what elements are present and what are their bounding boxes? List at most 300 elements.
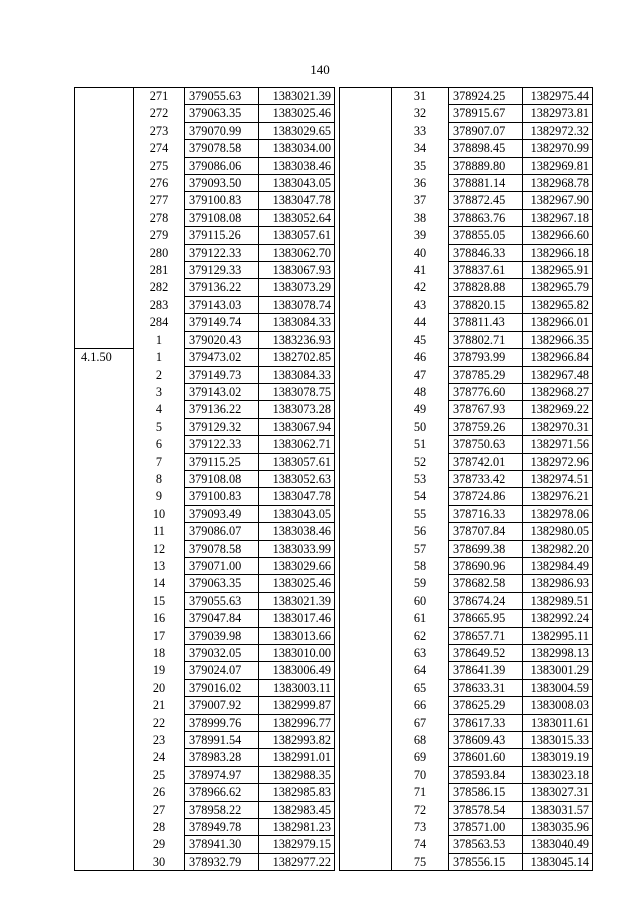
y-coordinate-cell: 1382983.45: [259, 801, 335, 818]
y-coordinate-cell: 1383004.59: [523, 679, 593, 696]
table-row: [340, 105, 593, 122]
point-number-cell: 31: [392, 88, 449, 105]
table-row: [340, 140, 593, 157]
coordinates-table-left: [74, 87, 335, 871]
table-row: [75, 749, 335, 766]
section-label-cell: [340, 418, 392, 435]
section-label-cell: [75, 697, 134, 714]
table-row: [340, 749, 593, 766]
table-row: [340, 175, 593, 192]
section-label-cell: [75, 140, 134, 157]
x-coordinate-cell: 378846.33: [449, 244, 523, 261]
point-number-cell: 15: [134, 592, 185, 609]
y-coordinate-cell: 1383003.11: [259, 679, 335, 696]
point-number-cell: 68: [392, 732, 449, 749]
table-row: [340, 401, 593, 418]
point-number-cell: 16: [134, 610, 185, 627]
x-coordinate-cell: 379070.99: [185, 122, 259, 139]
table-row: [340, 766, 593, 783]
section-label-cell: [75, 679, 134, 696]
section-label-cell: [340, 784, 392, 801]
x-coordinate-cell: 379129.32: [185, 418, 259, 435]
point-number-cell: 57: [392, 540, 449, 557]
point-number-cell: 28: [134, 819, 185, 836]
y-coordinate-cell: 1383034.00: [259, 140, 335, 157]
y-coordinate-cell: 1383067.94: [259, 418, 335, 435]
x-coordinate-cell: 379100.83: [185, 192, 259, 209]
y-coordinate-cell: 1382980.05: [523, 523, 593, 540]
point-number-cell: 62: [392, 627, 449, 644]
point-number-cell: 27: [134, 801, 185, 818]
section-label-cell: [340, 714, 392, 731]
table-row: [340, 418, 593, 435]
table-row: [75, 853, 335, 870]
table-row: [75, 557, 335, 574]
point-number-cell: 278: [134, 209, 185, 226]
y-coordinate-cell: 1383023.18: [523, 766, 593, 783]
point-number-cell: 4: [134, 401, 185, 418]
y-coordinate-cell: 1382969.81: [523, 157, 593, 174]
table-row: [340, 592, 593, 609]
table-row: [75, 331, 335, 348]
section-label-cell: [75, 592, 134, 609]
section-label-cell: [75, 575, 134, 592]
point-number-cell: 59: [392, 575, 449, 592]
table-row: [340, 383, 593, 400]
x-coordinate-cell: 378707.84: [449, 523, 523, 540]
x-coordinate-cell: 379149.73: [185, 366, 259, 383]
table-row: [340, 819, 593, 836]
table-row: [75, 366, 335, 383]
section-label-cell: [340, 732, 392, 749]
section-label-cell: [340, 836, 392, 853]
section-label-cell: [75, 523, 134, 540]
y-coordinate-cell: 1383011.61: [523, 714, 593, 731]
x-coordinate-cell: 379093.50: [185, 175, 259, 192]
x-coordinate-cell: 379108.08: [185, 209, 259, 226]
section-label-cell: [75, 175, 134, 192]
x-coordinate-cell: 378837.61: [449, 262, 523, 279]
section-label-cell: [75, 436, 134, 453]
y-coordinate-cell: 1383006.49: [259, 662, 335, 679]
point-number-cell: 11: [134, 523, 185, 540]
y-coordinate-cell: 1383052.64: [259, 209, 335, 226]
section-label-cell: [75, 279, 134, 296]
x-coordinate-cell: 379007.92: [185, 697, 259, 714]
point-number-cell: 41: [392, 262, 449, 279]
x-coordinate-cell: 378657.71: [449, 627, 523, 644]
y-coordinate-cell: 1382985.83: [259, 784, 335, 801]
table-row: [75, 453, 335, 470]
y-coordinate-cell: 1383010.00: [259, 645, 335, 662]
point-number-cell: 10: [134, 505, 185, 522]
y-coordinate-cell: 1382970.31: [523, 418, 593, 435]
table-row: [75, 157, 335, 174]
x-coordinate-cell: 379093.49: [185, 505, 259, 522]
table-row: [75, 732, 335, 749]
point-number-cell: 47: [392, 366, 449, 383]
x-coordinate-cell: 379129.33: [185, 262, 259, 279]
y-coordinate-cell: 1383021.39: [259, 592, 335, 609]
y-coordinate-cell: 1382969.22: [523, 401, 593, 418]
table-row: [75, 540, 335, 557]
section-label-cell: [340, 853, 392, 870]
point-number-cell: 9: [134, 488, 185, 505]
y-coordinate-cell: 1382986.93: [523, 575, 593, 592]
x-coordinate-cell: 379063.35: [185, 105, 259, 122]
x-coordinate-cell: 379055.63: [185, 592, 259, 609]
point-number-cell: 55: [392, 505, 449, 522]
point-number-cell: 19: [134, 662, 185, 679]
point-number-cell: 3: [134, 383, 185, 400]
section-label-cell: [340, 505, 392, 522]
section-label-cell: [340, 244, 392, 261]
table-row: [340, 540, 593, 557]
section-label-cell: [75, 244, 134, 261]
section-label-cell: [340, 401, 392, 418]
point-number-cell: 14: [134, 575, 185, 592]
x-coordinate-cell: 378750.63: [449, 436, 523, 453]
x-coordinate-cell: 378820.15: [449, 296, 523, 313]
x-coordinate-cell: 379149.74: [185, 314, 259, 331]
point-number-cell: 275: [134, 157, 185, 174]
x-coordinate-cell: 378633.31: [449, 679, 523, 696]
x-coordinate-cell: 378793.99: [449, 349, 523, 366]
point-number-cell: 73: [392, 819, 449, 836]
y-coordinate-cell: 1383073.29: [259, 279, 335, 296]
y-coordinate-cell: 1382968.27: [523, 383, 593, 400]
y-coordinate-cell: 1383033.99: [259, 540, 335, 557]
table-row: [340, 88, 593, 105]
point-number-cell: 39: [392, 227, 449, 244]
point-number-cell: 17: [134, 627, 185, 644]
point-number-cell: 58: [392, 557, 449, 574]
y-coordinate-cell: 1382992.24: [523, 610, 593, 627]
section-label-cell: [340, 349, 392, 366]
x-coordinate-cell: 379039.98: [185, 627, 259, 644]
x-coordinate-cell: 379071.00: [185, 557, 259, 574]
point-number-cell: 1: [134, 349, 185, 366]
table-row: [340, 557, 593, 574]
x-coordinate-cell: 378907.07: [449, 122, 523, 139]
point-number-cell: 281: [134, 262, 185, 279]
table-row: [340, 801, 593, 818]
y-coordinate-cell: 1383021.39: [259, 88, 335, 105]
x-coordinate-cell: 378625.29: [449, 697, 523, 714]
table-row: [75, 279, 335, 296]
table-row: [340, 853, 593, 870]
section-label-cell: [340, 314, 392, 331]
point-number-cell: 34: [392, 140, 449, 157]
y-coordinate-cell: 1382965.91: [523, 262, 593, 279]
table-row: [75, 262, 335, 279]
y-coordinate-cell: 1383025.46: [259, 105, 335, 122]
point-number-cell: 53: [392, 470, 449, 487]
section-label-cell: [340, 262, 392, 279]
y-coordinate-cell: 1382996.77: [259, 714, 335, 731]
x-coordinate-cell: 379032.05: [185, 645, 259, 662]
x-coordinate-cell: 378578.54: [449, 801, 523, 818]
point-number-cell: 25: [134, 766, 185, 783]
point-number-cell: 20: [134, 679, 185, 696]
point-number-cell: 64: [392, 662, 449, 679]
x-coordinate-cell: 378828.88: [449, 279, 523, 296]
x-coordinate-cell: 378802.71: [449, 331, 523, 348]
y-coordinate-cell: 1383084.33: [259, 366, 335, 383]
section-label-cell: [75, 784, 134, 801]
table-row: [340, 523, 593, 540]
x-coordinate-cell: 378593.84: [449, 766, 523, 783]
table-row: [75, 175, 335, 192]
table-row: [340, 279, 593, 296]
y-coordinate-cell: 1383029.65: [259, 122, 335, 139]
table-row: [75, 401, 335, 418]
y-coordinate-cell: 1383052.63: [259, 470, 335, 487]
point-number-cell: 42: [392, 279, 449, 296]
y-coordinate-cell: 1383078.75: [259, 383, 335, 400]
table-row: [340, 488, 593, 505]
point-number-cell: 32: [392, 105, 449, 122]
point-number-cell: 272: [134, 105, 185, 122]
x-coordinate-cell: 378932.79: [185, 853, 259, 870]
y-coordinate-cell: 1383057.61: [259, 453, 335, 470]
point-number-cell: 279: [134, 227, 185, 244]
point-number-cell: 274: [134, 140, 185, 157]
point-number-cell: 7: [134, 453, 185, 470]
section-label-cell: [340, 383, 392, 400]
table-row: [75, 244, 335, 261]
x-coordinate-cell: 379115.26: [185, 227, 259, 244]
y-coordinate-cell: 1383047.78: [259, 192, 335, 209]
point-number-cell: 40: [392, 244, 449, 261]
section-label-cell: [75, 610, 134, 627]
y-coordinate-cell: 1383236.93: [259, 331, 335, 348]
point-number-cell: 284: [134, 314, 185, 331]
x-coordinate-cell: 378767.93: [449, 401, 523, 418]
table-row: [340, 697, 593, 714]
x-coordinate-cell: 379047.84: [185, 610, 259, 627]
x-coordinate-cell: 379024.07: [185, 662, 259, 679]
section-label-cell: [340, 766, 392, 783]
table-row: [75, 296, 335, 313]
x-coordinate-cell: 379055.63: [185, 88, 259, 105]
section-label-cell: [75, 819, 134, 836]
table-row: [340, 627, 593, 644]
point-number-cell: 2: [134, 366, 185, 383]
y-coordinate-cell: 1382993.82: [259, 732, 335, 749]
y-coordinate-cell: 1383043.05: [259, 175, 335, 192]
section-label-cell: [340, 436, 392, 453]
x-coordinate-cell: 378556.15: [449, 853, 523, 870]
section-label-cell: [340, 227, 392, 244]
point-number-cell: 277: [134, 192, 185, 209]
table-row: [75, 488, 335, 505]
x-coordinate-cell: 378733.42: [449, 470, 523, 487]
y-coordinate-cell: 1383062.71: [259, 436, 335, 453]
y-coordinate-cell: 1383008.03: [523, 697, 593, 714]
x-coordinate-cell: 379016.02: [185, 679, 259, 696]
section-label-cell: [75, 557, 134, 574]
table-row: [340, 227, 593, 244]
y-coordinate-cell: 1382973.81: [523, 105, 593, 122]
table-row: [75, 105, 335, 122]
x-coordinate-cell: 378674.24: [449, 592, 523, 609]
point-number-cell: 72: [392, 801, 449, 818]
point-number-cell: 75: [392, 853, 449, 870]
point-number-cell: 35: [392, 157, 449, 174]
x-coordinate-cell: 378974.97: [185, 766, 259, 783]
table-row: [75, 801, 335, 818]
y-coordinate-cell: 1383047.78: [259, 488, 335, 505]
table-row: [75, 819, 335, 836]
section-label-cell: [340, 819, 392, 836]
point-number-cell: 22: [134, 714, 185, 731]
point-number-cell: 38: [392, 209, 449, 226]
point-number-cell: 43: [392, 296, 449, 313]
table-row: [75, 140, 335, 157]
section-label-cell: [75, 105, 134, 122]
section-label-cell: [75, 540, 134, 557]
y-coordinate-cell: 1382966.35: [523, 331, 593, 348]
y-coordinate-cell: 1382977.22: [259, 853, 335, 870]
table-row: [340, 331, 593, 348]
table-row: [340, 192, 593, 209]
section-label-cell: [340, 209, 392, 226]
y-coordinate-cell: 1383013.66: [259, 627, 335, 644]
x-coordinate-cell: 379473.02: [185, 349, 259, 366]
section-label-cell: [75, 453, 134, 470]
y-coordinate-cell: 1382967.18: [523, 209, 593, 226]
y-coordinate-cell: 1382995.11: [523, 627, 593, 644]
point-number-cell: 63: [392, 645, 449, 662]
x-coordinate-cell: 378571.00: [449, 819, 523, 836]
table-row: [75, 192, 335, 209]
section-label-cell: [340, 679, 392, 696]
y-coordinate-cell: 1382975.44: [523, 88, 593, 105]
point-number-cell: 26: [134, 784, 185, 801]
y-coordinate-cell: 1383015.33: [523, 732, 593, 749]
x-coordinate-cell: 379143.02: [185, 383, 259, 400]
section-label-cell: [75, 157, 134, 174]
section-label-cell: [340, 540, 392, 557]
y-coordinate-cell: 1382966.60: [523, 227, 593, 244]
y-coordinate-cell: 1382982.20: [523, 540, 593, 557]
section-label-cell: [340, 192, 392, 209]
x-coordinate-cell: 379143.03: [185, 296, 259, 313]
x-coordinate-cell: 378949.78: [185, 819, 259, 836]
table-row: [340, 732, 593, 749]
section-label-cell: [75, 662, 134, 679]
point-number-cell: 1: [134, 331, 185, 348]
y-coordinate-cell: 1382999.87: [259, 697, 335, 714]
y-coordinate-cell: 1382991.01: [259, 749, 335, 766]
x-coordinate-cell: 378617.33: [449, 714, 523, 731]
table-row: [75, 610, 335, 627]
table-row: [75, 836, 335, 853]
point-number-cell: 44: [392, 314, 449, 331]
point-number-cell: 18: [134, 645, 185, 662]
page-number: 140: [310, 62, 330, 77]
section-label-cell: [340, 366, 392, 383]
x-coordinate-cell: 379086.07: [185, 523, 259, 540]
section-label-cell: [75, 732, 134, 749]
x-coordinate-cell: 378872.45: [449, 192, 523, 209]
x-coordinate-cell: 378941.30: [185, 836, 259, 853]
section-label-cell: [340, 470, 392, 487]
y-coordinate-cell: 1382965.79: [523, 279, 593, 296]
y-coordinate-cell: 1382976.21: [523, 488, 593, 505]
point-number-cell: 54: [392, 488, 449, 505]
table-row: [75, 505, 335, 522]
y-coordinate-cell: 1383029.66: [259, 557, 335, 574]
x-coordinate-cell: 378958.22: [185, 801, 259, 818]
section-label-cell: [75, 418, 134, 435]
point-number-cell: 56: [392, 523, 449, 540]
section-label-cell: [340, 557, 392, 574]
y-coordinate-cell: 1382966.01: [523, 314, 593, 331]
point-number-cell: 8: [134, 470, 185, 487]
y-coordinate-cell: 1382972.32: [523, 122, 593, 139]
point-number-cell: 273: [134, 122, 185, 139]
table-row: [340, 366, 593, 383]
point-number-cell: 24: [134, 749, 185, 766]
section-label-cell: [75, 192, 134, 209]
table-row: [75, 575, 335, 592]
section-label-cell: [75, 836, 134, 853]
point-number-cell: 66: [392, 697, 449, 714]
y-coordinate-cell: 1383025.46: [259, 575, 335, 592]
table-row: [75, 209, 335, 226]
table-row: [340, 784, 593, 801]
table-row: [75, 714, 335, 731]
y-coordinate-cell: 1383038.46: [259, 523, 335, 540]
table-row: [75, 627, 335, 644]
table-row: [75, 784, 335, 801]
table-row: [75, 592, 335, 609]
table-row: [75, 523, 335, 540]
point-number-cell: 13: [134, 557, 185, 574]
coordinates-table-right: [339, 87, 593, 871]
section-label-cell: [340, 592, 392, 609]
section-label-cell: [75, 470, 134, 487]
point-number-cell: 74: [392, 836, 449, 853]
point-number-cell: 276: [134, 175, 185, 192]
x-coordinate-cell: 378863.76: [449, 209, 523, 226]
table-row: [340, 349, 593, 366]
y-coordinate-cell: 1382967.48: [523, 366, 593, 383]
section-label-cell: [340, 645, 392, 662]
y-coordinate-cell: 1382978.06: [523, 505, 593, 522]
point-number-cell: 51: [392, 436, 449, 453]
y-coordinate-cell: 1382981.23: [259, 819, 335, 836]
table-row: [340, 209, 593, 226]
point-number-cell: 48: [392, 383, 449, 400]
table-row: [75, 697, 335, 714]
section-label-cell: [340, 697, 392, 714]
table-row: [340, 296, 593, 313]
point-number-cell: 69: [392, 749, 449, 766]
x-coordinate-cell: 379122.33: [185, 436, 259, 453]
section-label-cell: [75, 714, 134, 731]
x-coordinate-cell: 379100.83: [185, 488, 259, 505]
section-label-cell: [75, 331, 134, 348]
x-coordinate-cell: 379115.25: [185, 453, 259, 470]
x-coordinate-cell: 379020.43: [185, 331, 259, 348]
point-number-cell: 49: [392, 401, 449, 418]
point-number-cell: 70: [392, 766, 449, 783]
x-coordinate-cell: 378563.53: [449, 836, 523, 853]
section-label-cell: [340, 749, 392, 766]
